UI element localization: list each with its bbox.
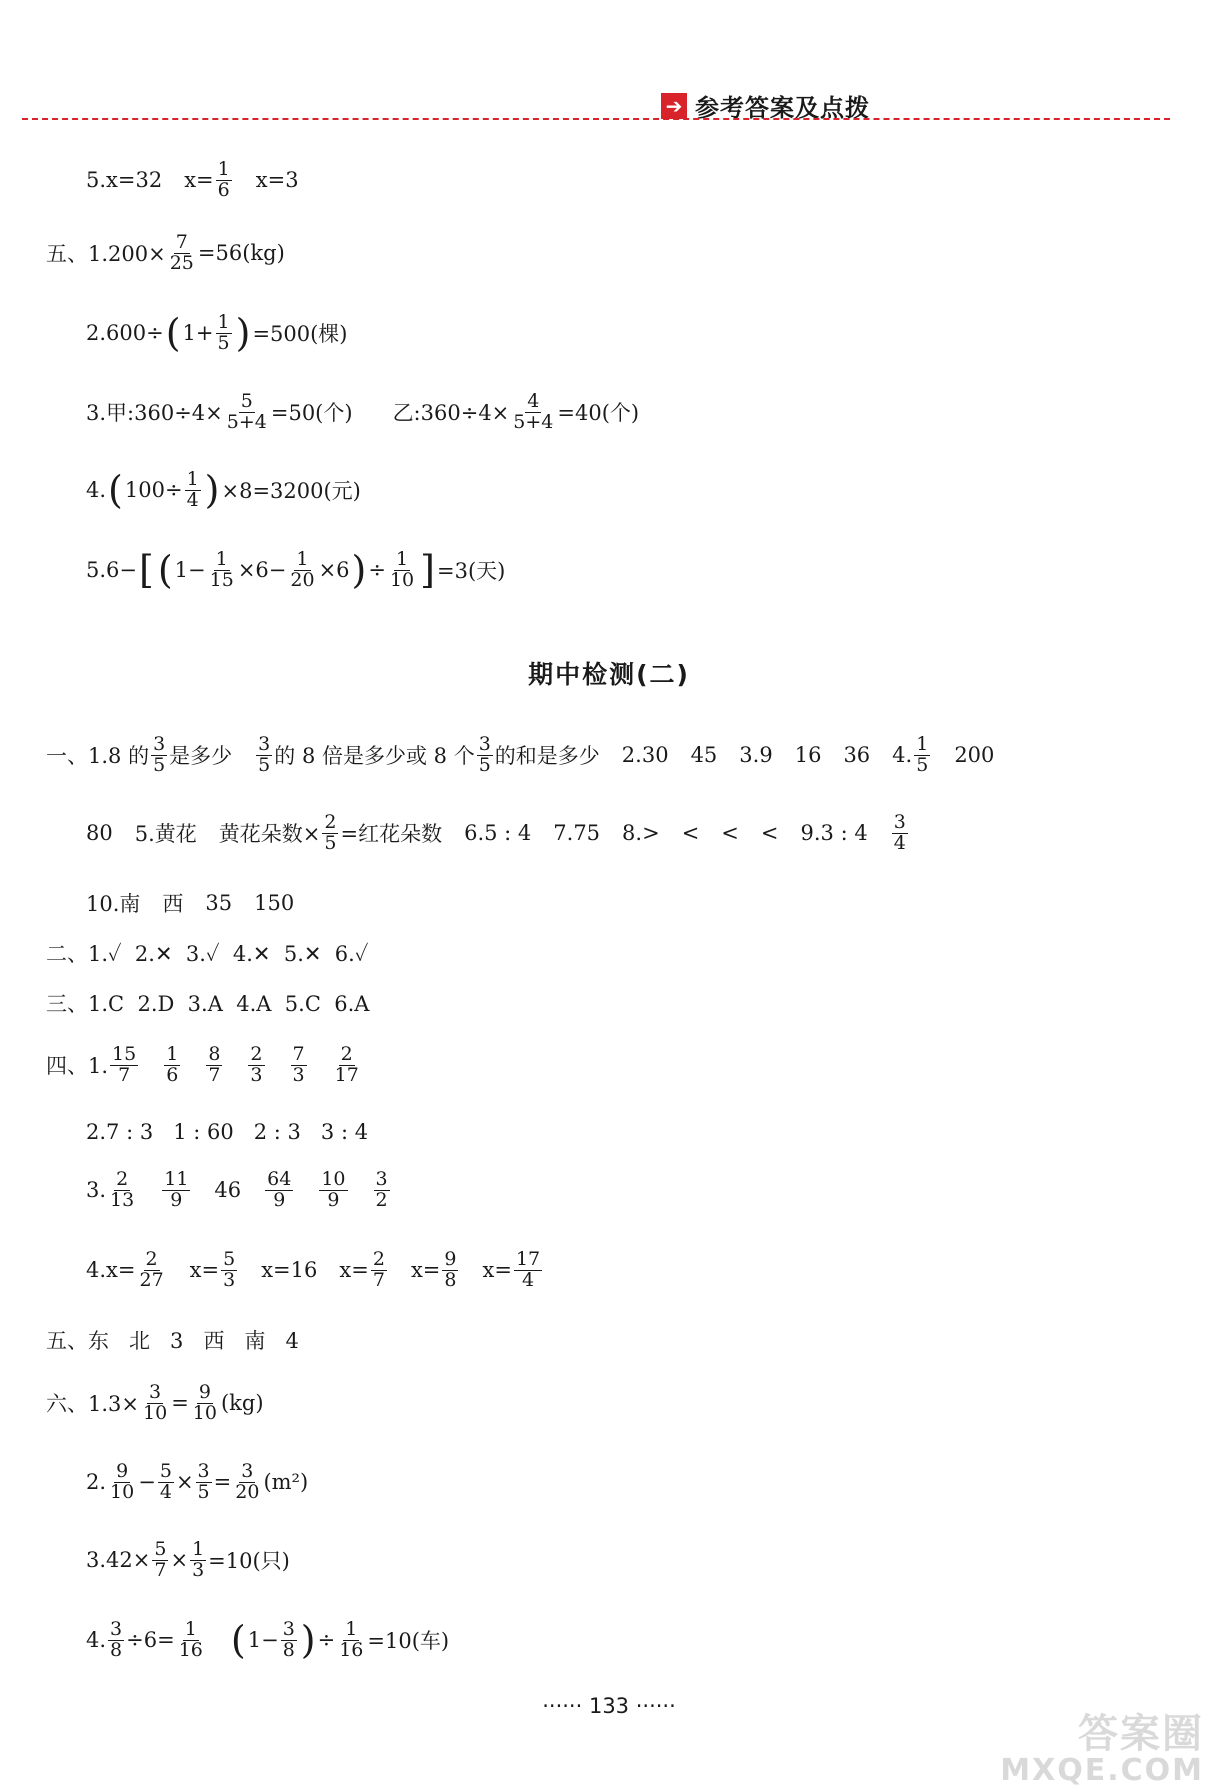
fraction: 9 10 bbox=[110, 1460, 135, 1503]
fraction: $\frac{2}{5}$ bbox=[324, 811, 337, 854]
fraction: $\frac{9}{8}$ bbox=[444, 1248, 457, 1291]
fraction: 3 5 bbox=[258, 733, 271, 776]
fraction: 8 7 bbox=[208, 1043, 221, 1086]
answer-line: 3.甲:360÷4× $\frac{5}{5+4}$ =50(个) 乙:360÷4× $\frac{4}{5+4}$ =40(个) bbox=[86, 390, 640, 433]
answer-line: 2. 9 10 − $\frac{5}{4}$ × $\frac{3}{5}$ = $\frac{3}{20}$ (m²) bbox=[86, 1460, 309, 1503]
fraction: $\frac{5}{4}$ bbox=[159, 1460, 172, 1503]
header-divider bbox=[22, 118, 1170, 120]
fraction: $\frac{7}{25}$ bbox=[169, 231, 194, 274]
header-title: 参考答案及点拨 bbox=[695, 94, 870, 122]
fraction: 2 13 bbox=[110, 1168, 135, 1211]
answer-line: 4.x= $\frac{2}{27}$ x= $\frac{5}{3}$ x=16 x= $\frac{2}{7}$ x= $\frac{9}{8}$ x= $\frac{17}{4}$ bbox=[86, 1248, 541, 1291]
answer-line: 二、1.✓ 2.✕ 3.✓ 4.✕ 5.✕ 6.✓ bbox=[46, 942, 369, 966]
fraction: 2 3 bbox=[250, 1043, 263, 1086]
fraction: $\frac{17}{4}$ bbox=[515, 1248, 541, 1291]
answer-line: 3. 2 13 11 9 46 64 9 10 9 3 2 bbox=[86, 1168, 388, 1211]
fraction: $\frac{1}{4}$ bbox=[186, 468, 199, 511]
fraction: $\frac{5}{3}$ bbox=[223, 1248, 236, 1291]
answer-line: 五、东 北 3 西 南 4 bbox=[46, 1329, 299, 1353]
fraction: 3 2 bbox=[375, 1168, 388, 1211]
fraction: 2 17 bbox=[334, 1043, 359, 1086]
fraction: 64 9 bbox=[267, 1168, 292, 1211]
fraction: 3 5 bbox=[153, 733, 166, 776]
fraction: $\frac{3}{10}$ bbox=[143, 1381, 168, 1424]
answer-line: 4. ( 100÷ $\frac{1}{4}$ ) ×8=3200(元) bbox=[86, 468, 361, 513]
answer-line: 三、1.C 2.D 3.A 4.A 5.C 6.A bbox=[46, 992, 370, 1016]
section-title: 期中检测(二) bbox=[528, 660, 690, 689]
fraction: $\frac{1}{20}$ bbox=[290, 548, 315, 591]
fraction: 7 3 bbox=[292, 1043, 305, 1086]
answer-line: 一、1.8 的 3 5 是多少 3 5 的 8 倍是多少或 8 个 3 5 的和是多少 2.30 45 3.9 16 36 4. 1 5 200 bbox=[46, 733, 995, 776]
answer-line: 2.600÷ ( 1+ $\frac{1}{5}$ ) =500(棵) bbox=[86, 311, 348, 356]
fraction: 3 5 bbox=[478, 733, 491, 776]
fraction: 15 7 bbox=[112, 1043, 137, 1086]
fraction: $\frac{1}{15}$ bbox=[209, 548, 234, 591]
watermark-logo: 答案圈 MXQE.COM bbox=[1000, 1710, 1204, 1788]
fraction: 3 4 bbox=[893, 811, 906, 854]
answer-line: 六、1.3× $\frac{3}{10}$ = $\frac{9}{10}$ (kg) bbox=[46, 1381, 264, 1424]
fraction: $\frac{2}{7}$ bbox=[372, 1248, 385, 1291]
answer-line: 5. x=32 x= $\frac{1}{6}$ x=3 bbox=[86, 158, 299, 201]
fraction: $\frac{1}{6}$ bbox=[217, 158, 230, 201]
fraction: $\frac{3}{20}$ bbox=[235, 1460, 260, 1503]
fraction: $\frac{1}{16}$ bbox=[178, 1618, 203, 1661]
fraction: $\frac{1}{3}$ bbox=[192, 1538, 205, 1581]
fraction: $\frac{3}{8}$ bbox=[282, 1618, 295, 1661]
arrow-right-icon: ➔ bbox=[661, 93, 687, 119]
answer-line: 五、1.200× $\frac{7}{25}$ =56(kg) bbox=[46, 231, 285, 274]
fraction: 10 9 bbox=[321, 1168, 346, 1211]
fraction: $\frac{2}{27}$ bbox=[139, 1248, 164, 1291]
answer-line: 2.7 : 3 1 : 60 2 : 3 3 : 4 bbox=[86, 1120, 369, 1144]
page-number: ······ 133 ······ bbox=[542, 1694, 676, 1718]
answer-line: 10.南 西 35 150 bbox=[86, 891, 295, 916]
fraction: 1 5 bbox=[916, 733, 929, 776]
answer-line: 4. $\frac{3}{8}$ ÷6= $\frac{1}{16}$ ( 1− $\frac{3}{8}$ ) ÷ $\frac{1}{16}$ =10(车) bbox=[86, 1618, 450, 1663]
fraction: $\frac{5}{7}$ bbox=[154, 1538, 167, 1581]
fraction: $\frac{9}{10}$ bbox=[192, 1381, 217, 1424]
fraction: $\frac{1}{10}$ bbox=[389, 548, 415, 591]
answer-line: 3.42× $\frac{5}{7}$ × $\frac{1}{3}$ =10(只) bbox=[86, 1538, 290, 1581]
answer-line: 80 5.黄花 黄花朵数× $\frac{2}{5}$ =红花朵数 6.5 : 4 7.75 8.> < < < 9.3 : 4 3 4 bbox=[86, 811, 906, 854]
fraction: $\frac{4}{5+4}$ bbox=[513, 390, 554, 433]
fraction: $\frac{3}{5}$ bbox=[197, 1460, 210, 1503]
fraction: $\frac{5}{5+4}$ bbox=[226, 390, 267, 433]
answer-line: 5.6− [ ( 1− $\frac{1}{15}$ ×6− $\frac{1}{20}$ ×6 ) ÷ $\frac{1}{10}$ ] =3(天) bbox=[86, 548, 506, 593]
fraction: $\frac{1}{5}$ bbox=[217, 311, 230, 354]
fraction: $\frac{3}{8}$ bbox=[110, 1618, 123, 1661]
fraction: 1 6 bbox=[166, 1043, 179, 1086]
fraction: 11 9 bbox=[164, 1168, 189, 1211]
fraction: $\frac{1}{16}$ bbox=[339, 1618, 364, 1661]
answer-line: 四、1. 15 7 1 6 8 7 2 3 7 3 2 17 bbox=[46, 1043, 359, 1086]
